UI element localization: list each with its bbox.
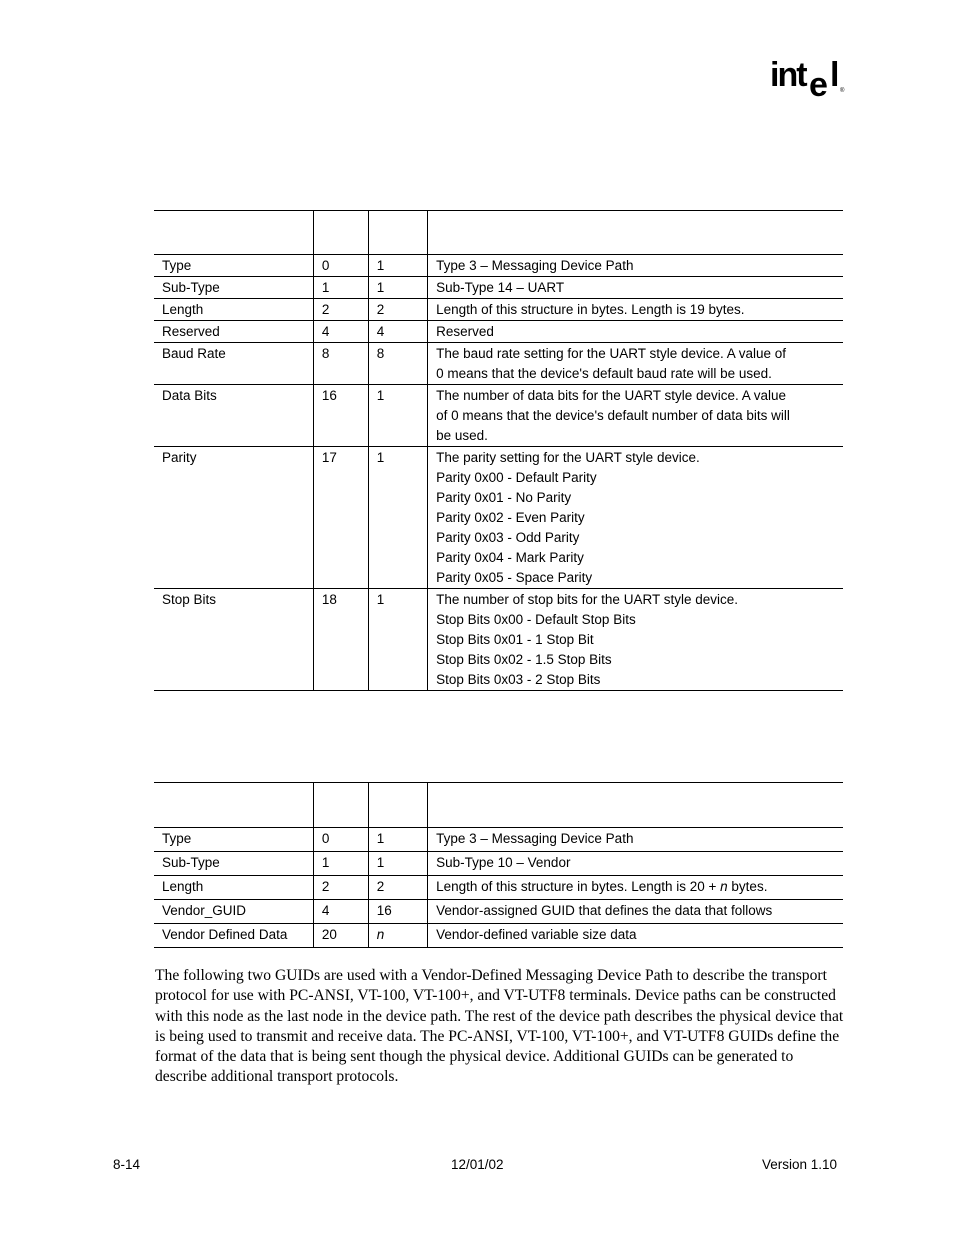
table-row xyxy=(154,385,843,447)
logo-text-l: l xyxy=(830,58,840,94)
byte-offset-cell: 20 xyxy=(313,924,368,948)
description-line: Stop Bits 0x01 - 1 Stop Bit xyxy=(436,632,594,647)
description-cell xyxy=(428,589,843,691)
description-line: Parity 0x05 - Space Parity xyxy=(436,570,593,585)
description-cell xyxy=(428,299,843,321)
byte-length-cell: 1 xyxy=(368,255,427,277)
table-row xyxy=(154,900,843,924)
byte-length-cell: 8 xyxy=(368,343,427,385)
description-line: The parity setting for the UART style device. xyxy=(436,450,700,465)
uart-device-path-table xyxy=(154,210,843,691)
logo-text-e: e xyxy=(809,66,828,104)
description-cell: Vendor-assigned GUID that defines the data that follows xyxy=(428,900,843,924)
description-line: of 0 means that the device's default number of data bits will xyxy=(436,408,790,423)
description-line: Sub-Type 14 – UART xyxy=(436,280,565,295)
description-line: Stop Bits 0x00 - Default Stop Bits xyxy=(436,612,636,627)
description-cell xyxy=(428,447,843,589)
description-line: Parity 0x03 - Odd Parity xyxy=(436,530,580,545)
byte-offset-cell: 8 xyxy=(313,343,368,385)
description-line: The baud rate setting for the UART style device. A value of xyxy=(436,346,787,361)
header-cell xyxy=(313,783,368,828)
description-line: Stop Bits 0x02 - 1.5 Stop Bits xyxy=(436,652,612,667)
table-header-row xyxy=(154,783,843,828)
mnemonic-cell: Vendor_GUID xyxy=(154,900,313,924)
table-row xyxy=(154,924,843,948)
description-cell xyxy=(428,255,843,277)
mnemonic-cell: Type xyxy=(154,255,313,277)
intel-logo-mark xyxy=(770,58,845,104)
byte-offset-cell: 18 xyxy=(313,589,368,691)
byte-length-cell: 2 xyxy=(368,876,427,900)
byte-offset-cell: 4 xyxy=(313,900,368,924)
body-paragraph: The following two GUIDs are used with a Vendor-Defined Messaging Device Path to describe the transport protocol for use with PC-ANSI, VT-100, VT-100+, and VT-UTF8 terminals. Device paths can be constructed with this node as the last node in the device path. The rest of the device path describes the physical device that is being used to transmit and receive data. The PC-ANSI, VT-100, VT-100+, and VT-UTF8 GUIDs define the format of the data that is being sent though the physical device. Additional GUIDs can be generated to describe additional transport protocols. xyxy=(155,967,844,1086)
table-row xyxy=(154,447,843,589)
byte-length-cell: 16 xyxy=(368,900,427,924)
table-row xyxy=(154,343,843,385)
table-row xyxy=(154,255,843,277)
table-row xyxy=(154,852,843,876)
description-cell xyxy=(428,385,843,447)
mnemonic-cell: Sub-Type xyxy=(154,277,313,299)
description-cell xyxy=(428,876,843,900)
byte-offset-cell: 0 xyxy=(313,828,368,852)
description-line: Stop Bits 0x03 - 2 Stop Bits xyxy=(436,672,601,687)
byte-offset-cell: 4 xyxy=(313,321,368,343)
vendor-device-path-table xyxy=(154,782,843,948)
description-cell: Sub-Type 10 – Vendor xyxy=(428,852,843,876)
description-cell: Type 3 – Messaging Device Path xyxy=(428,828,843,852)
mnemonic-cell: Reserved xyxy=(154,321,313,343)
table-row xyxy=(154,277,843,299)
byte-length-cell: 1 xyxy=(368,589,427,691)
byte-length-cell: 1 xyxy=(368,385,427,447)
intel-logo xyxy=(770,58,845,104)
footer-page-number: 8-14 xyxy=(113,1157,141,1172)
byte-length-cell: 1 xyxy=(368,852,427,876)
byte-offset-cell: 16 xyxy=(313,385,368,447)
byte-length-cell: 2 xyxy=(368,299,427,321)
byte-offset-cell: 1 xyxy=(313,852,368,876)
description-line: Reserved xyxy=(436,324,494,339)
description-line: The number of data bits for the UART style device. A value xyxy=(436,388,787,403)
description-line: Type 3 – Messaging Device Path xyxy=(436,258,634,273)
byte-offset-cell: 2 xyxy=(313,876,368,900)
uart-table-body xyxy=(154,255,843,691)
description-cell xyxy=(428,277,843,299)
header-cell xyxy=(313,211,368,255)
description-line: Length of this structure in bytes. Length is 19 bytes. xyxy=(436,302,745,317)
header-cell xyxy=(368,783,427,828)
variable-n: n xyxy=(720,879,728,894)
description-line: Parity 0x04 - Mark Parity xyxy=(436,550,584,565)
table-row xyxy=(154,299,843,321)
description-line: be used. xyxy=(436,428,488,443)
table-row xyxy=(154,589,843,691)
mnemonic-cell: Length xyxy=(154,299,313,321)
byte-offset-cell: 0 xyxy=(313,255,368,277)
logo-registered-mark: ® xyxy=(840,88,845,94)
description-line: Parity 0x00 - Default Parity xyxy=(436,470,597,485)
byte-offset-cell: 1 xyxy=(313,277,368,299)
table-row xyxy=(154,321,843,343)
description-text: Length of this structure in bytes. Length is 20 + xyxy=(436,879,721,894)
byte-length-cell: 1 xyxy=(368,828,427,852)
mnemonic-cell: Sub-Type xyxy=(154,852,313,876)
footer-date: 12/01/02 xyxy=(451,1157,504,1172)
byte-length-cell: 1 xyxy=(368,447,427,589)
description-line: Parity 0x02 - Even Parity xyxy=(436,510,585,525)
table-row xyxy=(154,876,843,900)
byte-length-cell: 4 xyxy=(368,321,427,343)
mnemonic-cell: Baud Rate xyxy=(154,343,313,385)
description-text: bytes. xyxy=(727,879,768,894)
description-line: 0 means that the device's default baud rate will be used. xyxy=(436,366,772,381)
mnemonic-cell: Parity xyxy=(154,447,313,589)
mnemonic-cell: Type xyxy=(154,828,313,852)
byte-offset-cell: 17 xyxy=(313,447,368,589)
footer-version: Version 1.10 xyxy=(762,1157,838,1172)
header-cell xyxy=(154,211,313,255)
byte-length-cell: n xyxy=(368,924,427,948)
mnemonic-cell: Data Bits xyxy=(154,385,313,447)
byte-length-cell: 1 xyxy=(368,277,427,299)
mnemonic-cell: Length xyxy=(154,876,313,900)
table-row xyxy=(154,828,843,852)
header-cell xyxy=(428,211,843,255)
description-cell xyxy=(428,321,843,343)
description-line: The number of stop bits for the UART style device. xyxy=(436,592,738,607)
mnemonic-cell: Vendor Defined Data xyxy=(154,924,313,948)
header-cell xyxy=(368,211,427,255)
header-cell xyxy=(154,783,313,828)
header-cell xyxy=(428,783,843,828)
description-cell: Vendor-defined variable size data xyxy=(428,924,843,948)
mnemonic-cell: Stop Bits xyxy=(154,589,313,691)
byte-offset-cell: 2 xyxy=(313,299,368,321)
description-line: Parity 0x01 - No Parity xyxy=(436,490,572,505)
table-header-row xyxy=(154,211,843,255)
logo-text-int: int xyxy=(770,58,806,94)
description-cell xyxy=(428,343,843,385)
